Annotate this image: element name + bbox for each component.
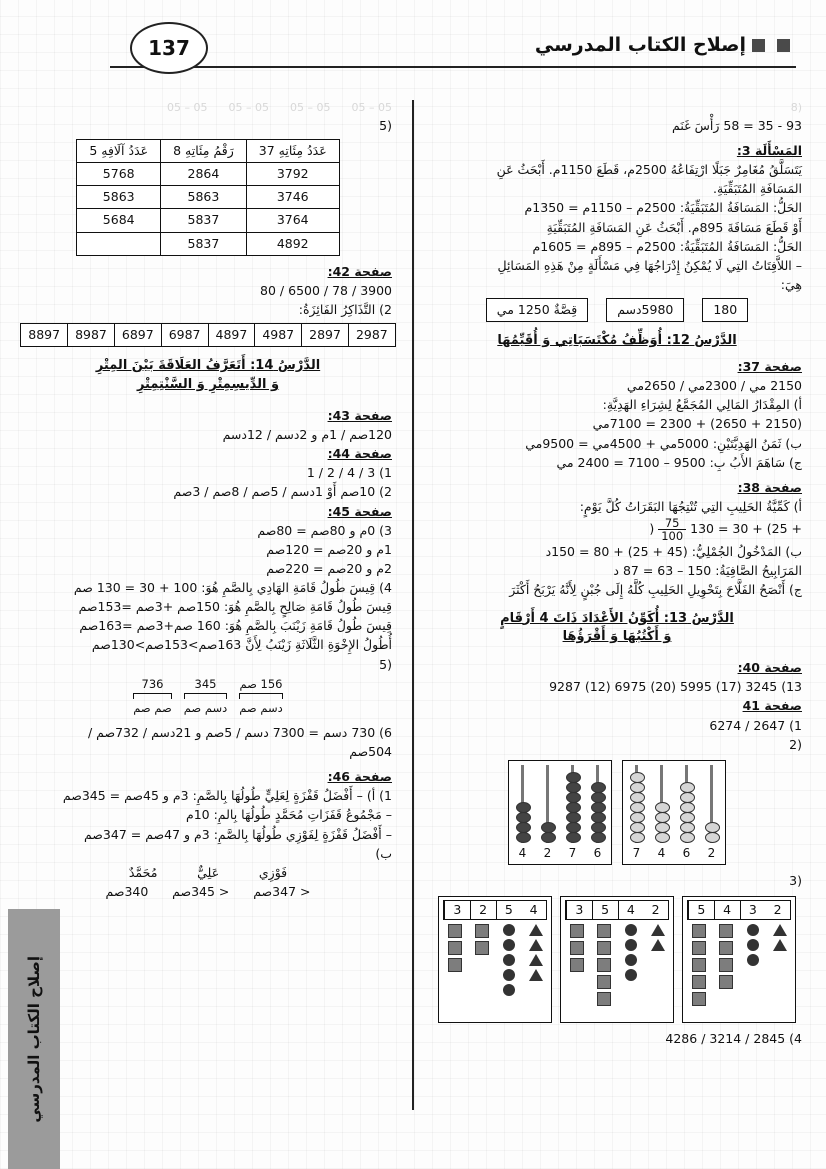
ticket-number: 6987 (162, 323, 209, 347)
brace-top-label: 736 (141, 676, 164, 691)
abacus-rod (679, 765, 694, 843)
ghost-line: (8 (790, 101, 802, 114)
ticket-number: 6897 (115, 323, 162, 347)
abacus-bead (630, 812, 645, 823)
abacus-bead (591, 782, 606, 793)
winning-tickets-strip (24, 323, 392, 347)
fraction (658, 517, 686, 542)
page44-title: صفحة 44: (327, 446, 392, 462)
shape-columns (441, 924, 549, 1016)
problem3-solution-2: أَوْ قَطَعَ مَسَافَةَ 895م. أَبْحَثُ عَنِ المَسَافَةِ المُتَبَقِّيَةِ (546, 219, 802, 235)
brace-bottom-label: دسم صم (183, 701, 228, 716)
shape-marker (529, 969, 543, 981)
problem3-solution-1: الحَلُّ: المَسَافَةُ المُتَبَقِّيَةُ: 2500م – 1150م = 1350م (524, 200, 802, 216)
shape-box (438, 896, 552, 1023)
abacus-rod (540, 765, 555, 843)
shape-box-digits (565, 900, 669, 920)
page46-a2: – مَجْمُوعُ قَفَزَاتِ مُحَمَّدٍ طُولُهَا بِالمِ: 10م (185, 807, 392, 823)
page42-title: صفحة 42: (327, 263, 392, 279)
shape-columns (563, 924, 671, 1016)
abacus-labels (629, 845, 719, 862)
shape-marker (747, 954, 759, 966)
name-item: عَلِيٌّ (197, 864, 220, 880)
abacus-bead (655, 832, 670, 843)
shape-column (715, 924, 737, 989)
fraction-numerator: 75 (658, 517, 686, 530)
abacus-bead (566, 802, 581, 813)
table-cell: 4892 (246, 232, 339, 255)
page41-item-3: (3 (789, 873, 802, 889)
page41-item-1: 1) 2647 / 6274 (709, 717, 802, 733)
side-tab-label: إصلاح الكتاب المدرسي (25, 955, 43, 1123)
page46-names-row (24, 864, 392, 882)
shape-marker (719, 975, 733, 989)
ticket-number: 8897 (20, 323, 68, 347)
page45-item-4c: قِيسَ طُولُ قَامَةِ زَيْنَبَ بِالصَّمِ هُوَ: 160 صم+3صم =163صم (79, 618, 392, 634)
abacus-bead (541, 832, 556, 843)
brace-bracket (239, 693, 282, 699)
page41-item-2: (2 (789, 736, 802, 752)
ticket-number: 2897 (302, 323, 349, 347)
lesson-13-title-line2: وَ أَكْتُبُهَا وَ أَقْرَؤُهَا (562, 629, 672, 645)
shape-marker (773, 939, 787, 951)
shape-marker (692, 941, 706, 955)
ghost-line: 05 – 05 05 – 05 05 – 05 05 – 05 (167, 101, 392, 114)
problem3-solution-3: الحَلُّ: المَسَافَةُ المُتَبَقِّيَةُ: 2500م – 895م = 1605م (532, 238, 802, 254)
table-cell: 5684 (77, 209, 161, 232)
shape-marker (625, 939, 637, 951)
page45-item-6b: 504صم (349, 744, 392, 760)
shape-marker (475, 941, 489, 955)
abacus-bead (516, 822, 531, 833)
abacus-digit-label: 6 (593, 845, 602, 860)
value-item: < 345صم (172, 883, 230, 899)
abacus-bead (630, 822, 645, 833)
abacus-bead (680, 832, 695, 843)
boxed-value: قِصَّةٌ 1250 مي (486, 298, 588, 322)
abacus-bead (680, 822, 695, 833)
table-cell: 5837 (161, 232, 247, 255)
shape-marker (773, 924, 787, 936)
abacus-bead (541, 822, 556, 833)
shape-marker (570, 924, 584, 938)
shape-column (742, 924, 764, 966)
ticket-number: 2987 (349, 323, 396, 347)
abacus-bead (630, 832, 645, 843)
abacus-bead (591, 792, 606, 803)
shape-marker (503, 924, 515, 936)
shape-marker (503, 939, 515, 951)
page45-title: صفحة 45: (327, 503, 392, 519)
abacus-bead (566, 822, 581, 833)
brace-group (133, 676, 172, 717)
table-header-cell: عَدَدُ مِئَاتِهِ 37 (246, 140, 339, 163)
page38-b2: المَرَابِيحُ الصَّافِيَةُ: 150 – 63 = 87 د (613, 563, 802, 579)
abacus-bead (566, 782, 581, 793)
abacus-bead (630, 802, 645, 813)
name-item: مُحَمَّدٌ (128, 864, 158, 880)
abacus-labels (515, 845, 605, 862)
page38-a2-pre: + 25) + 30 = 130 (690, 521, 802, 537)
page45-item-6: 6) 730 دسم = 7300 دسم / 5صم و 21دسم / 732صم / (87, 724, 392, 740)
table-header-cell: عَدَدُ آلَافِهِ 5 (77, 140, 161, 163)
page37-line-1: 2150 مي / 2300مي / 2650مي (626, 378, 802, 394)
shape-marker (651, 939, 665, 951)
square-bullet-icon (752, 39, 765, 52)
shape-box-digit: 2 (651, 902, 660, 918)
table-cell: 3746 (246, 186, 339, 209)
shape-marker (625, 969, 637, 981)
table-cell: 3764 (246, 209, 339, 232)
boxed-value: 5980دسم (606, 298, 684, 322)
brace-top-label: 156 صم (239, 676, 283, 691)
problem3-note: – اللاَّفِتَاتُ التِي لَا يُمْكِنُ إِدْرَاجُهَا فِي مَسْأَلَةٍ مِنْ هَذِهِ المَسَائِلِ (497, 257, 802, 273)
shape-box-digit: 4 (529, 902, 538, 918)
question-5-label: (5 (379, 117, 392, 133)
shape-marker (597, 958, 611, 972)
shape-marker (529, 939, 543, 951)
table-row (77, 209, 339, 232)
page38-a2 (432, 517, 802, 542)
shape-column (620, 924, 642, 981)
shape-marker (475, 924, 489, 938)
page37-a: أ) المِقْدَارُ المَالِي المُجَمَّعُ لِشِرَاءِ الهَدِيَّةِ: (602, 397, 802, 413)
brace-top-label: 345 (194, 676, 217, 691)
shape-marker (448, 941, 462, 955)
abacus-bead (566, 812, 581, 823)
fraction-denominator: 100 (661, 529, 684, 544)
brace-bracket (184, 693, 227, 699)
page37-c: ج) سَاهَمَ الأَبُ بِ: 9500 – 7100 = 2400 مي (556, 454, 802, 470)
table-header-cell: رَقْمُ مِئَاتِهِ 8 (161, 140, 247, 163)
page37-a2: (2150 + 2650) + 2300 = 7100مي (592, 416, 802, 432)
page-number: 137 (148, 36, 190, 60)
shape-marker (651, 924, 665, 936)
abacus-rod (704, 765, 719, 843)
table-row (77, 163, 339, 186)
shape-column (688, 924, 710, 1006)
abacus-bead (655, 822, 670, 833)
shape-column (647, 924, 669, 951)
abacus-bead (591, 812, 606, 823)
page38-b: ب) المَدْخُولُ الجُمْلِيُّ: (45 + 25) + 80 = 150د (545, 544, 802, 560)
shape-column (471, 924, 493, 955)
abacus-rods (515, 765, 605, 843)
shape-marker (719, 941, 733, 955)
shape-marker (692, 992, 706, 1006)
table-cell: 5768 (77, 163, 161, 186)
brace-bracket (133, 693, 172, 699)
right-column (432, 100, 802, 1050)
table-cell: 2864 (161, 163, 247, 186)
abacus-digit-label: 6 (682, 845, 691, 860)
page45-item-3a: 3) 0م و 80صم = 80صم (257, 522, 392, 538)
numbers-table (76, 139, 339, 256)
shape-column (444, 924, 466, 972)
page46-b: ب) (375, 845, 392, 861)
abacus-rod (565, 765, 580, 843)
abacus-bead (680, 802, 695, 813)
page43-line-1: 120صم / 1م و 2دسم / 12دسم (222, 427, 392, 442)
shape-marker (570, 941, 584, 955)
abacus-digit-label: 7 (632, 845, 641, 860)
shape-box-digits (443, 900, 547, 920)
shape-box-digit: 3 (566, 901, 592, 919)
column-divider (412, 100, 414, 1110)
shape-marker (625, 954, 637, 966)
table-cell: 3792 (246, 163, 339, 186)
abacus-left (622, 760, 726, 865)
abacus-bead (680, 792, 695, 803)
shape-marker (597, 924, 611, 938)
header-rule (110, 66, 796, 68)
page45-item-5: (5 (379, 656, 392, 672)
page46-values-row (24, 883, 392, 901)
page45-item-4b: قِيسَ طُولُ قَامَةِ صَالِحٍ بِالصَّمِ هُوَ: 150صم +3صم =153صم (78, 599, 392, 615)
page41-title: صفحة 41 (742, 698, 802, 714)
problem3-text-2: المَسَافَةِ المُتَبَقِّيَةِ. (713, 181, 802, 197)
abacus-bead (680, 812, 695, 823)
shape-marker (448, 958, 462, 972)
shape-box (560, 896, 674, 1023)
abacus-bead (630, 772, 645, 783)
page38-title: صفحة 38: (737, 479, 802, 495)
shape-column (566, 924, 588, 972)
page44-item-1: 1) 3 / 4 / 2 / 1 (306, 465, 392, 481)
abacus-bead (630, 782, 645, 793)
shape-marker (719, 924, 733, 938)
lesson-14-title-line1: الدَّرْسُ 14: أَتَعَرَّفُ العَلَاقَةَ بَيْنَ المِتْرِ (95, 358, 321, 374)
page42-line-1: 3900 / 78 / 6500 / 80 (260, 282, 392, 298)
ticket-number: 4987 (255, 323, 302, 347)
shape-column (593, 924, 615, 1006)
abacus-rod (590, 765, 605, 843)
brace-group (239, 676, 282, 717)
shape-marker (747, 924, 759, 936)
shape-box-digit: 3 (444, 901, 470, 919)
shape-marker (503, 984, 515, 996)
abacus-bead (705, 832, 720, 843)
abacus-digit-label: 7 (568, 845, 577, 860)
lesson-12-title: الدَّرْسُ 12: أُوَظِّفُ مُكْتَسَبَاتِي وَ أُقَيِّمُهَا (497, 333, 737, 349)
shape-marker (503, 954, 515, 966)
abacus-bead (680, 782, 695, 793)
page46-a3: – أَفْضَلُ قَفْزَةٍ لِفَوْزِي طُولُهَا بِالصَّمِ: 3م و 47صم = 347صم (83, 826, 392, 842)
lesson-13-title-line1: الدَّرْسُ 13: أُكَوِّنُ الأَعْدَادَ ذَاتَ 4 أَرْقَامٍ (500, 610, 734, 626)
ticket-number: 4897 (209, 323, 256, 347)
side-tab (8, 909, 60, 1169)
shape-column (498, 924, 520, 996)
shape-marker (448, 924, 462, 938)
shape-marker (570, 958, 584, 972)
shape-column (525, 924, 547, 981)
header-title (535, 34, 796, 56)
brace-bottom-label: صم صم (133, 701, 172, 716)
abacus-rods (629, 765, 719, 843)
abacus-digit-label: 2 (543, 845, 552, 860)
page45-item-4a: 4) قِيسَ طُولُ قَامَةِ الهَادِي بِالصَّمِ هُوَ: 100 + 30 = 130 صم (73, 580, 392, 595)
page42-line-2: 2) التَّذَاكِرُ الفَائِزَةُ: (298, 301, 392, 317)
boxed-value: 180 (702, 298, 748, 322)
page45-item-3b: 1م و 20صم = 120صم (266, 541, 392, 557)
abacus-bead (591, 802, 606, 813)
table-cell: 5863 (161, 186, 247, 209)
table-cell: 5837 (161, 209, 247, 232)
abacus-rod (515, 765, 530, 843)
page46-title: صفحة 46: (327, 769, 392, 785)
braces-group (24, 676, 392, 717)
shape-marker (692, 924, 706, 938)
shape-box-digit: 5 (688, 901, 714, 919)
abacus-right (508, 760, 612, 865)
shape-columns (685, 924, 793, 1016)
shape-marker (597, 992, 611, 1006)
shape-box-digit: 4 (618, 901, 644, 919)
shape-box-group (432, 896, 802, 1023)
brace-bottom-label: دسم صم (239, 701, 283, 716)
page41-item-4: 4) 2845 / 3214 / 4286 (665, 1031, 802, 1047)
name-item: فَوْزِي (258, 864, 288, 880)
page40-title: صفحة 40: (737, 660, 802, 676)
shape-box-digits (687, 900, 791, 920)
page40-line-1: 13) 3245 (17) 5995 (20) 6975 (12) 9287 (549, 679, 802, 695)
header-title-text: إصلاح الكتاب المدرسي (534, 34, 746, 56)
page45-item-4d: أُطُولُ الإِخْوَةِ الثَّلَاثَةِ زَيْنَبُ لِأَنَّ 163صم>153صم>130صم (91, 637, 392, 653)
abacus-digit-label: 2 (707, 845, 716, 860)
abacus-bead (591, 822, 606, 833)
brace-group (184, 676, 227, 717)
abacus-bead (705, 822, 720, 833)
abacus-rod (654, 765, 669, 843)
page38-c: ج) أَنْصَحُ الفَلَّاحَ بِتَحْوِيلِ الحَلِيبِ كُلَّهُ إِلَى جُبْنٍ لِأَنَّهُ يَرْبَحُ أَكْثَرَ (509, 582, 802, 598)
shape-box-digit: 2 (470, 901, 496, 919)
shape-marker (503, 969, 515, 981)
abacus-bead (516, 832, 531, 843)
abacus-bead (630, 792, 645, 803)
abacus-bead (516, 802, 531, 813)
abacus-bead (591, 832, 606, 843)
page43-title: صفحة 43: (327, 407, 392, 423)
table-row (77, 186, 339, 209)
abacus-bead (566, 792, 581, 803)
shape-marker (529, 954, 543, 966)
shape-box-digit: 3 (740, 901, 766, 919)
shape-marker (597, 941, 611, 955)
table-header-row (77, 140, 339, 163)
page37-title: صفحة 37: (737, 359, 802, 375)
abacus-bead (516, 812, 531, 823)
value-item: 340صم (105, 883, 149, 899)
shape-marker (747, 939, 759, 951)
page37-b: ب) ثَمَنُ الهَدِيَّتَيْنِ: 5000مي + 4500مي = 9500مي (525, 435, 802, 451)
left-column (24, 100, 392, 902)
shape-marker (692, 958, 706, 972)
abacus-digit-label: 4 (657, 845, 666, 860)
abacus-rod (629, 765, 644, 843)
shape-box (682, 896, 796, 1023)
square-bullet-icon (777, 39, 790, 52)
shape-marker (625, 924, 637, 936)
abacus-bead (566, 772, 581, 783)
page-number-badge (130, 22, 208, 74)
shape-marker (597, 975, 611, 989)
ticket-number: 8987 (68, 323, 115, 347)
table-row (77, 232, 339, 255)
table-cell (77, 232, 161, 255)
shape-column (769, 924, 791, 951)
abacus-bead (566, 832, 581, 843)
lesson-14-title-line2: وَ الدِّيسِمِتْرِ وَ السَّنْتِمِتْرِ (136, 377, 280, 393)
page46-a1: 1) أ) – أَفْضَلُ قَفْزَةٍ لِعَلِيٍّ طُولُهَا بِالصَّمِ: 3م و 45صم = 345صم (62, 788, 392, 804)
line-top: 93 - 35 = 58 رَأْسَ غَنَم (672, 117, 802, 133)
shape-box-digit: 5 (496, 901, 522, 919)
problem3-title: المَسْأَلَة 3: (736, 143, 802, 159)
abacus-bead (655, 802, 670, 813)
shape-marker (692, 975, 706, 989)
shape-box-digit: 5 (592, 901, 618, 919)
abacus-bead (655, 812, 670, 823)
problem3-text-1: يَتَسَلَّقُ مُغَامِرٌ جَبَلًا ارْتِفَاعُهُ 2500م، قَطَعَ 1150م. أَبْحَثُ عَنِ (496, 162, 802, 178)
shape-box-digit: 2 (773, 902, 782, 918)
page38-a: أ) كَمِّيَّةُ الحَلِيبِ التِي تُنْتِجُهَا البَقَرَاتُ كُلَّ يَوْمٍ: (579, 498, 802, 514)
table-cell: 5863 (77, 186, 161, 209)
shape-marker (529, 924, 543, 936)
page-header (110, 28, 796, 74)
page45-item-3c: 2م و 20صم = 220صم (266, 560, 392, 576)
abacus-group (432, 760, 802, 865)
page44-item-2: 2) 10صم أَوْ 1دسم / 5صم / 8صم / 3صم (173, 484, 392, 500)
page38-a2-open-paren: ( (649, 521, 655, 537)
shape-box-digit: 4 (714, 901, 740, 919)
abacus-digit-label: 4 (518, 845, 527, 860)
problem3-note-2: هِيَ: (780, 276, 802, 292)
shape-marker (719, 958, 733, 972)
value-item: < 347صم (253, 883, 311, 899)
boxed-values-row (432, 298, 802, 322)
